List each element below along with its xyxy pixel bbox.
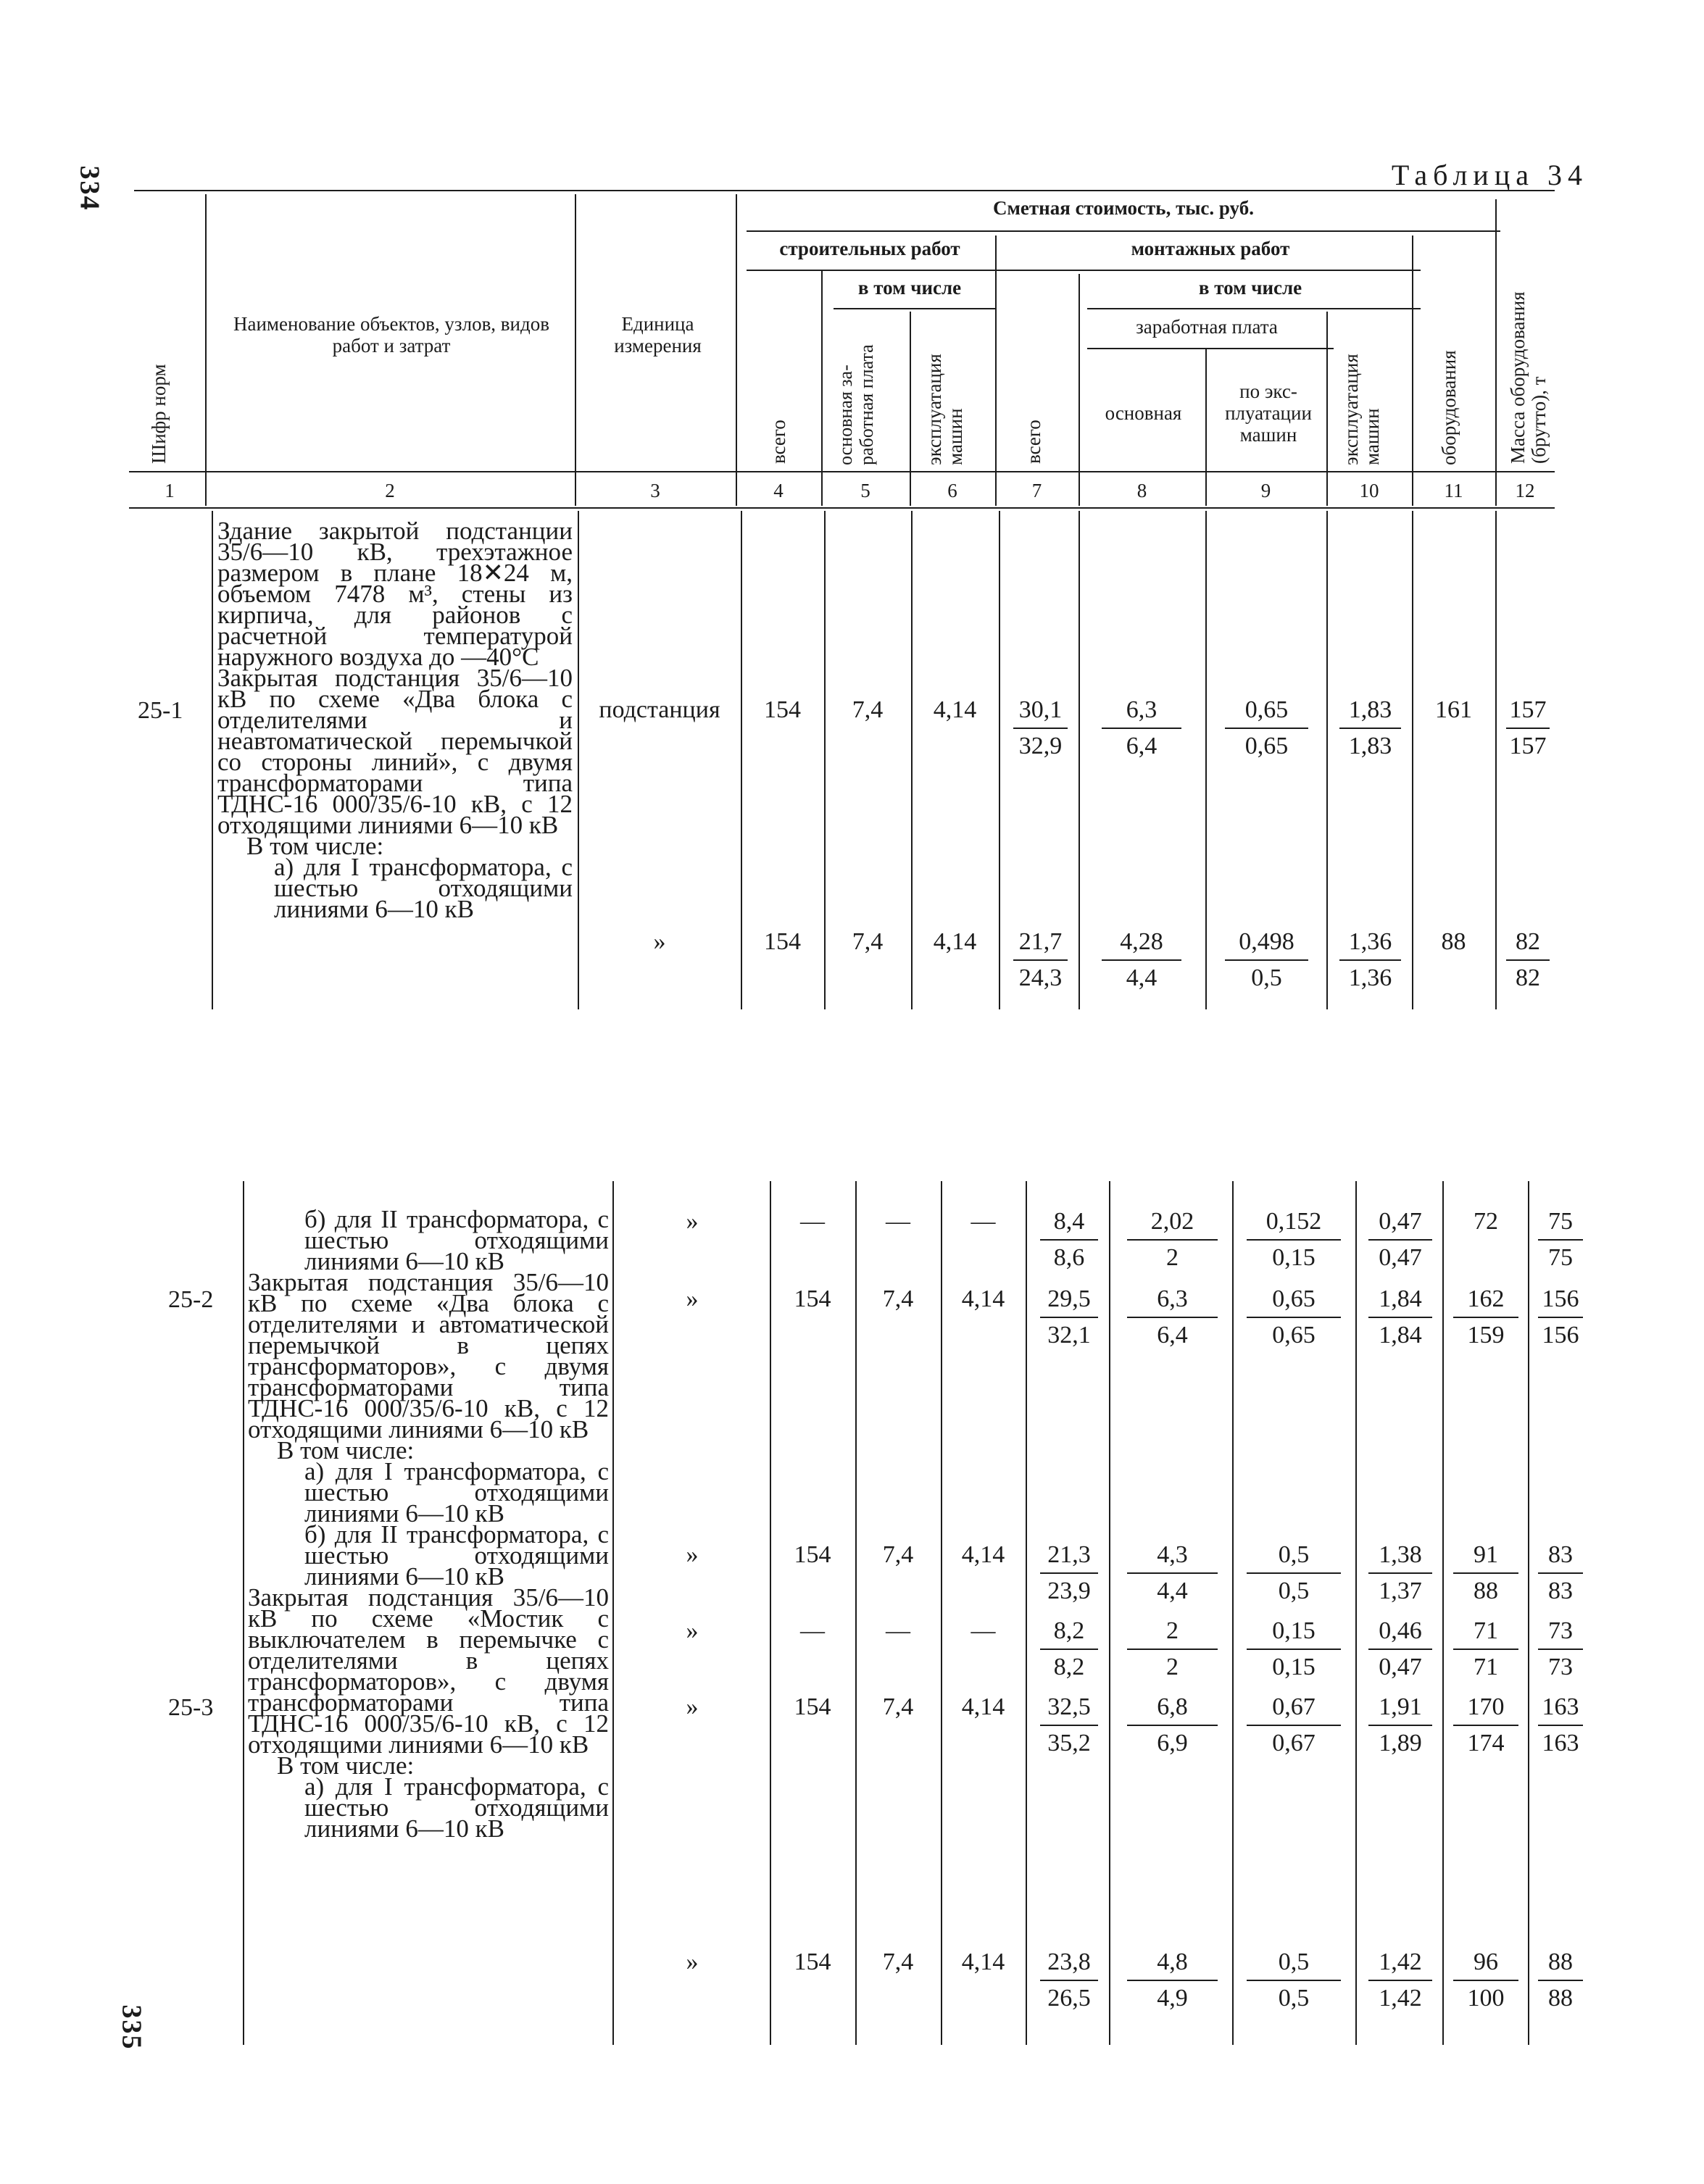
- bottom-names: [248, 1205, 609, 1843]
- col-num-6: 6: [947, 480, 957, 501]
- row-25-2-c4: 154: [794, 1285, 831, 1312]
- col-num-12: 12: [1515, 480, 1535, 501]
- name-25-1-building: Здание закрытой подстанции 35/6—10 кВ, трехэтажное размером в плане 18✕24 м, объемом 7478 м³, стены из кирпича, для районов с расчетной температурой наружного воздуха до —40°С: [217, 517, 573, 671]
- sub-heading-25-3: В том числе:: [277, 1751, 415, 1780]
- sub-a-c4: 154: [764, 928, 801, 955]
- sub-a-c8: $\frac{4,28}{4,4}$: [1094, 929, 1189, 991]
- row-25-3-c10: $\frac{1,91}{1,89}$: [1361, 1694, 1439, 1756]
- row-25-2-unit: »: [686, 1285, 699, 1312]
- row-25-2-a-c6: 4,14: [961, 1541, 1005, 1568]
- header-expl2: эксплуатация машин: [1340, 354, 1383, 465]
- row-25-2-b-c11: $\frac{71}{71}$: [1446, 1618, 1526, 1680]
- row-25-3-a-c4: 154: [794, 1948, 831, 1975]
- row-25-3-c9: $\frac{0,67}{0,67}$: [1239, 1694, 1348, 1756]
- sub-name-25-2-b: б) для II трансформатора, с шестью отходящими линиями 6—10 кВ: [304, 1520, 609, 1591]
- sub-name-25-1-b: б) для II трансформатора, с шестью отходящими линиями 6—10 кВ: [304, 1205, 609, 1275]
- header-unit: Единица измерения: [614, 313, 702, 357]
- sub-a-c9: $\frac{0,498}{0,5}$: [1218, 929, 1316, 991]
- row-25-2-a-c4: 154: [794, 1541, 831, 1568]
- row-25-3-a-c10: $\frac{1,42}{1,42}$: [1361, 1949, 1439, 2012]
- table-caption: Таблица 34: [1391, 159, 1588, 191]
- cell-unit: подстанция: [599, 696, 720, 723]
- sub-heading-25-1: В том числе:: [246, 832, 384, 860]
- header-incl-2: в том числе: [1198, 277, 1302, 299]
- col-num-2: 2: [385, 480, 395, 501]
- row-25-2-b-c12: $\frac{73}{73}$: [1531, 1618, 1590, 1680]
- row-25-2-a-c8: $\frac{4,3}{4,4}$: [1120, 1542, 1225, 1604]
- col-num-10: 10: [1359, 480, 1379, 501]
- header-code: Шифр норм: [148, 364, 170, 464]
- sub-a-c6: 4,14: [933, 928, 977, 955]
- col-num-9: 9: [1260, 480, 1271, 501]
- cell-c8: $\frac{6,3}{6,4}$: [1094, 697, 1189, 759]
- header-montazh: монтажных работ: [1131, 238, 1290, 259]
- row-25-2-a-c12: $\frac{83}{83}$: [1531, 1542, 1590, 1604]
- cell-c12: $\frac{157}{157}$: [1499, 697, 1557, 759]
- col-num-3: 3: [650, 480, 660, 501]
- row-25-2-a-c11: $\frac{91}{88}$: [1446, 1542, 1526, 1604]
- row-25-3-c7: $\frac{32,5}{35,2}$: [1033, 1694, 1105, 1756]
- sub-name-25-3-a: а) для I трансформатора, с шестью отходящими линиями 6—10 кВ: [304, 1772, 609, 1843]
- row-25-1-b-c8: $\frac{2,02}{2}$: [1120, 1209, 1225, 1271]
- cell-c10: $\frac{1,83}{1,83}$: [1332, 697, 1408, 759]
- header-po-expl: по экс-плуатации машин: [1225, 380, 1312, 446]
- sub-a-c11: 88: [1441, 928, 1466, 955]
- row-25-3-a-unit: »: [686, 1948, 699, 1975]
- row-25-3-a-c8: $\frac{4,8}{4,9}$: [1120, 1949, 1225, 2012]
- row-25-2-b-c9: $\frac{0,15}{0,15}$: [1239, 1618, 1348, 1680]
- page-number-bottom: 335: [116, 2004, 147, 2051]
- sub-a-c5: 7,4: [852, 928, 884, 955]
- row-25-3-c8: $\frac{6,8}{6,9}$: [1120, 1694, 1225, 1756]
- cell-c11: 161: [1435, 696, 1472, 723]
- row-25-3-c5: 7,4: [882, 1693, 914, 1720]
- header-vsego: всего: [768, 420, 789, 464]
- row-25-2-c5: 7,4: [882, 1285, 914, 1312]
- row-25-3-a-c11: $\frac{96}{100}$: [1446, 1949, 1526, 2012]
- row-25-2-c9: $\frac{0,65}{0,65}$: [1239, 1286, 1348, 1349]
- row-25-1-b-c11: 72: [1474, 1208, 1498, 1235]
- code-25-2: 25-2: [168, 1286, 214, 1313]
- sub-a-c12: $\frac{82}{82}$: [1499, 929, 1557, 991]
- row-25-1-b-c7: $\frac{8,4}{8,6}$: [1033, 1209, 1105, 1271]
- row-25-3-c4: 154: [794, 1693, 831, 1720]
- row-25-2-a-c10: $\frac{1,38}{1,37}$: [1361, 1542, 1439, 1604]
- code-25-1: 25-1: [138, 697, 183, 724]
- row-25-2-b-c6: —: [971, 1617, 996, 1644]
- header-incl-1: в том числе: [857, 277, 962, 299]
- sub-heading-25-2: В том числе:: [277, 1436, 415, 1464]
- row-25-2-c6: 4,14: [961, 1285, 1005, 1312]
- cell-c5: 7,4: [852, 696, 884, 723]
- row-25-3-a-c12: $\frac{88}{88}$: [1531, 1949, 1590, 2012]
- sub-a-unit: »: [653, 928, 666, 955]
- row-25-1-b-c4: —: [800, 1208, 825, 1235]
- row-25-3-a-c5: 7,4: [882, 1948, 914, 1975]
- cell-c9: $\frac{0,65}{0,65}$: [1218, 697, 1316, 759]
- header-stroit: строительных работ: [779, 238, 960, 259]
- page-number-top: 334: [74, 165, 105, 212]
- name-25-1-substation: Закрытая подстанция 35/6—10 кВ по схеме «Два блока с отделителями и неавтоматической перемычкой со стороны линий», с двумя трансформаторами типа ТДНС-16 000/35/6-10 кВ, с 12 отходящими линиями 6—10 кВ: [217, 664, 573, 839]
- col-num-8: 8: [1136, 480, 1147, 501]
- name-25-3: Закрытая подстанция 35/6—10 кВ по схеме «Мостик с выключателем в перемычке с отделителями в цепях трансформаторов», с двумя трансформаторами типа ТДНС-16 000/35/6-10 кВ, с 12 отходящими линиями 6—10 кВ: [248, 1583, 609, 1759]
- row-25-3-c11: $\frac{170}{174}$: [1446, 1694, 1526, 1756]
- sub-name-25-1-a: а) для I трансформатора, с шестью отходящими линиями 6—10 кВ: [274, 853, 573, 923]
- row-25-2-b-c10: $\frac{0,46}{0,47}$: [1361, 1618, 1439, 1680]
- row-25-2-a-c9: $\frac{0,5}{0,5}$: [1239, 1542, 1348, 1604]
- row-25-3-a-c7: $\frac{23,8}{26,5}$: [1033, 1949, 1105, 2012]
- row-25-2-c8: $\frac{6,3}{6,4}$: [1120, 1286, 1225, 1349]
- row-25-3-a-c6: 4,14: [961, 1948, 1005, 1975]
- header-vsego2: всего: [1023, 420, 1044, 464]
- col-num-7: 7: [1031, 480, 1042, 501]
- row-25-2-a-unit: »: [686, 1541, 699, 1568]
- row-25-2-c7: $\frac{29,5}{32,1}$: [1033, 1286, 1105, 1349]
- row-25-1-b-c9: $\frac{0,152}{0,15}$: [1239, 1209, 1348, 1271]
- name-25-1: [217, 517, 573, 923]
- row-25-2-b-c5: —: [886, 1617, 910, 1644]
- row-25-2-c10: $\frac{1,84}{1,84}$: [1361, 1286, 1439, 1349]
- row-25-1-b-c5: —: [886, 1208, 910, 1235]
- cell-c6: 4,14: [933, 696, 977, 723]
- col-num-1: 1: [165, 480, 175, 501]
- header-massa: Масса оборудования (брутто), т: [1507, 291, 1550, 464]
- header-osnovnaya: основная: [1105, 402, 1182, 424]
- row-25-3-c12: $\frac{163}{163}$: [1531, 1694, 1590, 1756]
- name-25-2: Закрытая подстанция 35/6—10 кВ по схеме «Два блока с отделителями и автоматической перемычкой в цепях трансформаторов», с двумя трансформаторами типа ТДНС-16 000/35/6-10 кВ, с 12 отходящими линиями 6—10 кВ: [248, 1268, 609, 1443]
- row-25-3-unit: »: [686, 1693, 699, 1720]
- row-25-2-b-unit: »: [686, 1617, 699, 1644]
- row-25-1-b-c6: —: [971, 1208, 996, 1235]
- col-num-5: 5: [860, 480, 870, 501]
- header-expl: эксплуатация машин: [923, 354, 966, 465]
- col-num-4: 4: [773, 480, 784, 501]
- row-25-3-a-c9: $\frac{0,5}{0,5}$: [1239, 1949, 1348, 2012]
- row-25-1-b-c12: $\frac{75}{75}$: [1531, 1209, 1590, 1271]
- row-25-2-b-c4: —: [800, 1617, 825, 1644]
- cell-c4: 154: [764, 696, 801, 723]
- header-zarplata: заработная плата: [1136, 316, 1278, 338]
- row-25-2-a-c5: 7,4: [882, 1541, 914, 1568]
- row-25-2-a-c7: $\frac{21,3}{23,9}$: [1033, 1542, 1105, 1604]
- row-25-1-b-c10: $\frac{0,47}{0,47}$: [1361, 1209, 1439, 1271]
- code-25-3: 25-3: [168, 1694, 214, 1721]
- sub-a-c7: $\frac{21,7}{24,3}$: [1006, 929, 1075, 991]
- row-25-2-b-c8: $\frac{2}{2}$: [1120, 1618, 1225, 1680]
- header-osn-zp: основная за-работная плата: [835, 344, 877, 465]
- row-25-1-b-unit: »: [686, 1208, 699, 1235]
- cell-c7: $\frac{30,1}{32,9}$: [1006, 697, 1075, 759]
- sub-name-25-2-a: а) для I трансформатора, с шестью отходящими линиями 6—10 кВ: [304, 1457, 609, 1527]
- header-name: Наименование объектов, узлов, видов работ и затрат: [233, 313, 549, 357]
- row-25-3-c6: 4,14: [961, 1693, 1005, 1720]
- row-25-2-c11: $\frac{162}{159}$: [1446, 1286, 1526, 1349]
- row-25-2-b-c7: $\frac{8,2}{8,2}$: [1033, 1618, 1105, 1680]
- sub-a-c10: $\frac{1,36}{1,36}$: [1332, 929, 1408, 991]
- row-25-2-c12: $\frac{156}{156}$: [1531, 1286, 1590, 1349]
- col-num-11: 11: [1444, 480, 1463, 501]
- header-oborud: оборудования: [1438, 350, 1460, 465]
- header-smeta: Сметная стоимость, тыс. руб.: [993, 197, 1254, 219]
